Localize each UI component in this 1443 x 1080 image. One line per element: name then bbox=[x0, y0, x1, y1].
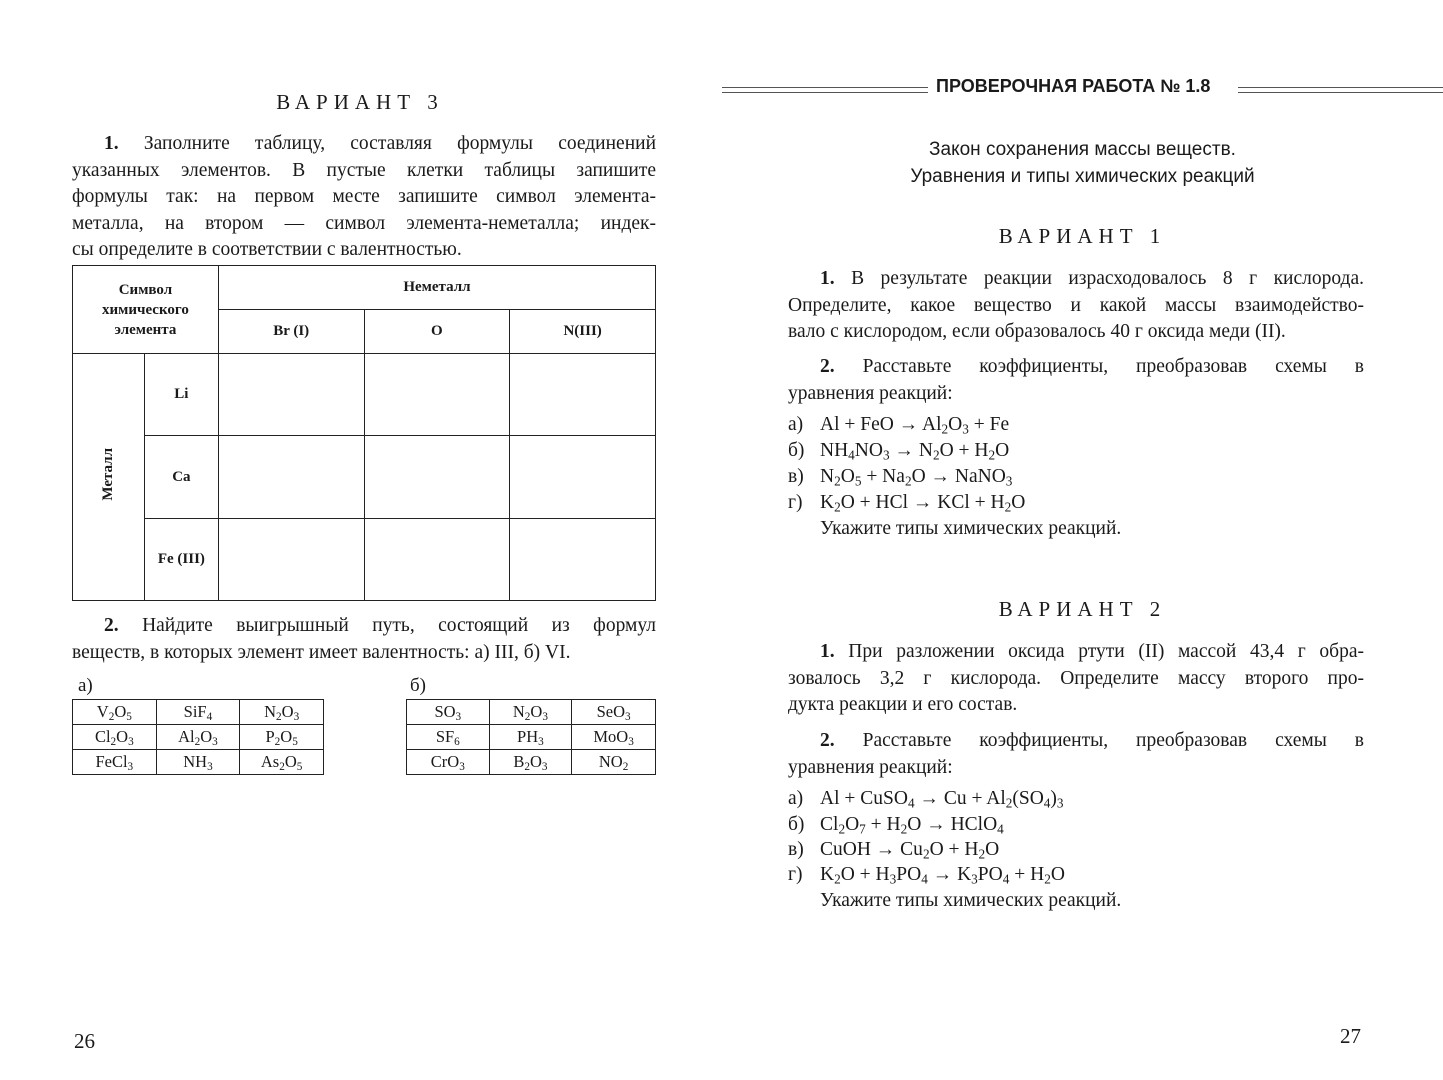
header-title: ПРОВЕРОЧНАЯ РАБОТА № 1.8 bbox=[936, 76, 1211, 96]
formula-cell: $SO_3$ bbox=[407, 700, 490, 725]
v1-equation-a: а) Al + FeO → $Al_2O_3 + Fe$ bbox=[788, 414, 1010, 437]
formula-cell: $Al_2O_3$ bbox=[156, 725, 240, 750]
grid-a-label: а) bbox=[78, 675, 93, 696]
metal-ca: Ca bbox=[144, 436, 218, 519]
empty-cell bbox=[510, 354, 656, 436]
empty-cell bbox=[510, 436, 656, 519]
task-number: 1. bbox=[820, 268, 835, 289]
grid-b-label: б) bbox=[410, 675, 426, 696]
v1-note: Укажите типы химических реакций. bbox=[820, 518, 1122, 539]
nonmetal-header: Неметалл bbox=[218, 266, 655, 310]
empty-cell bbox=[218, 436, 364, 519]
section-header bbox=[722, 78, 1443, 100]
page-number: 26 bbox=[74, 1029, 95, 1053]
v2-equation-a: а) Al + CuSO$_4$ → $Cu + Al_2(SO_4)_3$ bbox=[788, 788, 1064, 811]
v1-task-2-text: 2. Расставьте коэффициенты, преобразовав схемы в уравнения реакций: bbox=[788, 356, 1365, 404]
variant-2-title: ВАРИАНТ 2 bbox=[998, 597, 1167, 621]
v2-equation-d: г) $K_2O + H_3PO_4 \to K_3PO_4 + H_2O$ bbox=[788, 864, 1065, 887]
valence-table bbox=[72, 265, 656, 601]
page-number: 27 bbox=[1340, 1024, 1361, 1048]
variant-title: ВАРИАНТ 3 bbox=[276, 90, 444, 114]
formula-cell: $V_2O_5$ bbox=[73, 700, 157, 725]
empty-cell bbox=[364, 354, 510, 436]
empty-cell bbox=[364, 436, 510, 519]
task-number: 1. bbox=[104, 133, 119, 154]
task-number: 1. bbox=[820, 641, 835, 662]
topic-title: Закон сохранения массы веществ. Уравнения и типы химических реакций bbox=[910, 139, 1255, 187]
formula-cell: $PH_3$ bbox=[489, 725, 572, 750]
v1-equation-b: б) $NH_4NO_3 \to N_2O + H_2O$ bbox=[788, 440, 1010, 463]
v2-equation-b: б) $Cl_2O_7 + H_2O$ → HClO$_4$ bbox=[788, 814, 1004, 837]
formula-cell: $B_2O_3$ bbox=[489, 750, 572, 775]
v2-task-2-text: 2. Расставьте коэффициенты, преобразовав схемы в уравнения реакций: bbox=[788, 730, 1365, 778]
v2-note: Укажите типы химических реакций. bbox=[820, 890, 1122, 911]
metal-fe: Fe (III) bbox=[144, 519, 218, 601]
header-rule bbox=[1238, 87, 1443, 93]
metal-li: Li bbox=[144, 354, 218, 436]
formula-grid-a bbox=[72, 699, 324, 775]
formula-cell: CrO$_3$ bbox=[407, 750, 490, 775]
v2-task-1-text: 1. При разложении оксида ртути (II) массой 43,4 г обра- зовалось 3,2 г кислорода. Определите массу второго про- дукта реакции и его состав. bbox=[788, 641, 1365, 715]
formula-cell: SiF$_4$ bbox=[156, 700, 240, 725]
task-2-text: 2. Найдите выигрышный путь, состоящий из формул веществ, в которых элемент имеет валентность: а) III, б) VI. bbox=[72, 615, 656, 663]
symbol-header: Символ химического элемента bbox=[73, 266, 219, 354]
formula-cell: $As_2O_5$ bbox=[240, 750, 324, 775]
task-number: 2. bbox=[820, 356, 835, 377]
empty-cell bbox=[218, 354, 364, 436]
empty-cell bbox=[218, 519, 364, 601]
formula-cell: SeO$_3$ bbox=[572, 700, 656, 725]
formula-cell: FeCl$_3$ bbox=[73, 750, 157, 775]
header-rule bbox=[722, 87, 928, 93]
formula-cell: $N_2O_3$ bbox=[489, 700, 572, 725]
v1-equation-d: г) $K_2O$ + HCl → KCl + $H_2O$ bbox=[788, 492, 1026, 515]
left-page bbox=[0, 0, 720, 1080]
formula-cell: $Cl_2O_3$ bbox=[73, 725, 157, 750]
nonmetal-br: Br (I) bbox=[218, 310, 364, 354]
formula-cell: $SF_6$ bbox=[407, 725, 490, 750]
task-number: 2. bbox=[820, 730, 835, 751]
formula-cell: $N_2O_3$ bbox=[240, 700, 324, 725]
nonmetal-n: N(III) bbox=[510, 310, 656, 354]
task-1-text: 1. Заполните таблицу, составляя формулы соединений указанных элементов. В пустые клетки таблицы запишите формулы так: на первом месте запишите символ элемента- металла, на втором — символ элемента-неметалла; индек- сы определите в соответствии с валентностью. bbox=[72, 133, 656, 260]
formula-cell: $P_2O_5$ bbox=[240, 725, 324, 750]
empty-cell bbox=[364, 519, 510, 601]
formula-cell: $NO_2$ bbox=[572, 750, 656, 775]
v1-equation-c: в) $N_2O_5 + Na_2O$ → NaNO$_3$ bbox=[788, 466, 1013, 489]
task-number: 2. bbox=[104, 615, 119, 636]
empty-cell bbox=[510, 519, 656, 601]
metal-header: Металл bbox=[73, 354, 145, 601]
variant-1-title: ВАРИАНТ 1 bbox=[998, 224, 1167, 248]
formula-cell: MoO$_3$ bbox=[572, 725, 656, 750]
v2-equation-c: в) CuOH → $Cu_2O + H_2O$ bbox=[788, 839, 1000, 862]
v1-task-1-text: 1. В результате реакции израсходовалось 8 г кислорода. Определите, какое вещество и какой массы взаимодейство- вало с кислородом, если образовалось 40 г оксида меди (II). bbox=[788, 268, 1365, 342]
nonmetal-o: O bbox=[364, 310, 510, 354]
formula-cell: $NH_3$ bbox=[156, 750, 240, 775]
right-page bbox=[722, 0, 1443, 1080]
formula-grid-b bbox=[406, 699, 656, 775]
